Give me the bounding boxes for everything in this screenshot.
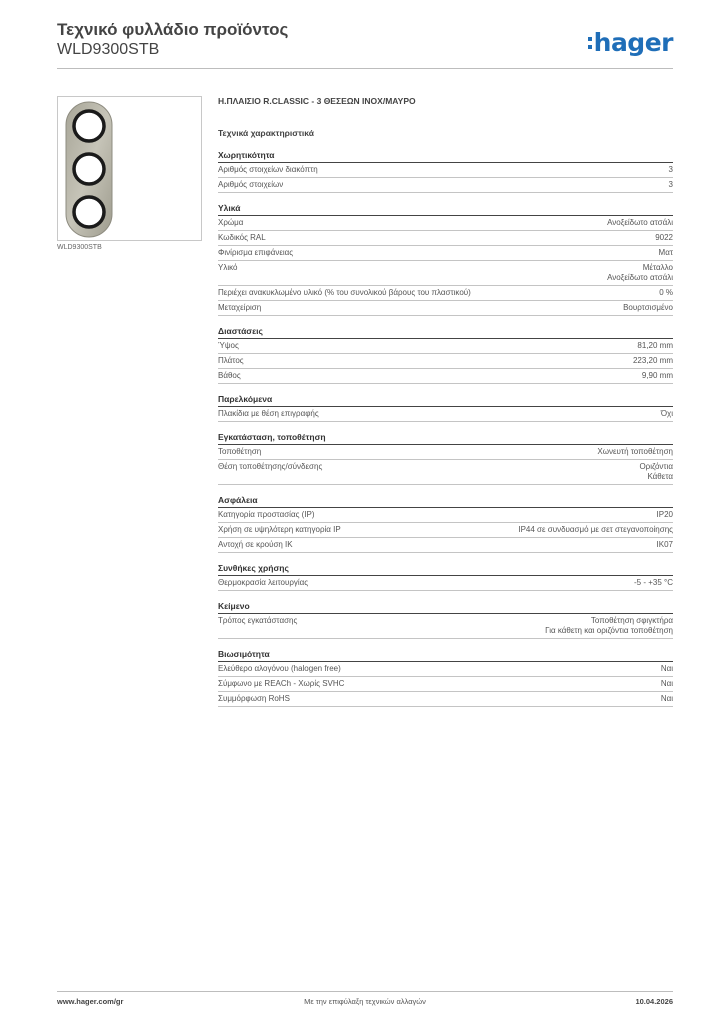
spec-label: Αριθμός στοιχείων [218,180,284,189]
spec-row [218,216,673,231]
spec-value [655,233,673,243]
spec-value [669,180,673,190]
spec-value-line: -5 - +35 °C [634,578,673,587]
spec-label: Βάθος [218,371,241,380]
section-heading: Διαστάσεις [218,326,673,339]
spec-value-line: Ματ [658,248,673,257]
spec-value-line: Ανοξείδωτο ατσάλι [607,218,673,227]
spec-section [218,432,673,485]
spec-row [218,677,673,692]
spec-label: Χρώμα [218,218,244,227]
spec-value-line: 3 [668,180,673,189]
section-heading: Συνθήκες χρήσης [218,563,673,576]
section-heading: Υλικά [218,203,673,216]
spec-label: Υλικό [218,263,238,272]
spec-label: Αριθμός στοιχείων διακόπτη [218,165,318,174]
spec-value-line: 9,90 mm [641,371,673,380]
section-heading: Εγκατάσταση, τοποθέτηση [218,432,673,445]
spec-content [218,96,673,717]
footer-website: www.hager.com/gr [57,997,124,1006]
spec-value-line: 0 % [659,288,673,297]
section-heading: Κείμενο [218,601,673,614]
product-title: Η.ΠΛΑΙΣΙΟ R.CLASSIC - 3 ΘΕΣΕΩΝ ΙΝΟΧ/ΜΑΥΡΟ [218,96,416,106]
spec-value [661,694,673,704]
spec-value [659,248,673,258]
spec-label: Τρόπος εγκατάστασης [218,616,298,625]
spec-row [218,508,673,523]
spec-row [218,407,673,422]
spec-section [218,150,673,193]
spec-value [607,263,673,283]
spec-value-line: 9022 [655,233,673,242]
spec-value-line: IK07 [656,540,673,549]
spec-value-line: Ανοξείδωτο ατσάλι [607,273,673,282]
section-heading: Βιωσιμότητα [218,649,673,662]
spec-row [218,178,673,193]
spec-row [218,354,673,369]
spec-label: Χρήση σε υψηλότερη κατηγορία IP [218,525,341,534]
spec-row [218,576,673,591]
spec-row [218,614,673,639]
spec-value-line: Όχι [660,409,673,418]
spec-value [642,371,673,381]
spec-row [218,286,673,301]
spec-value-line: IP44 σε συνδυασμό με σετ στεγανοποίησης [518,525,673,534]
spec-label: Πλακίδια με θέση επιγραφής [218,409,319,418]
spec-value-line: Χωνευτή τοποθέτηση [597,447,673,456]
product-code: WLD9300STB [57,41,160,58]
spec-subtitle: Τεχνικά χαρακτηριστικά [218,128,314,138]
section-heading: Ασφάλεια [218,495,673,508]
spec-label: Περιέχει ανακυκλωμένο υλικό (% του συνολικού βάρους του πλαστικού) [218,288,471,297]
spec-value [661,409,673,419]
spec-value [597,447,673,457]
footer-divider [57,991,673,992]
spec-row [218,163,673,178]
spec-value [633,356,673,366]
spec-label: Μεταχείριση [218,303,262,312]
spec-section [218,203,673,316]
spec-value [659,288,673,298]
spec-value-line: IP20 [656,510,673,519]
spec-label: Αντοχή σε κρούση IK [218,540,293,549]
spec-value [545,616,673,636]
footer-date: 10.04.2026 [635,997,673,1006]
spec-label: Σύμφωνο με REACh - Χωρίς SVHC [218,679,345,688]
spec-value-line: Κάθετα [647,472,673,481]
footer-notice: Με την επιφύλαξη τεχνικών αλλαγών [304,997,426,1006]
spec-value-line: Ναι [660,694,673,703]
spec-label: Κωδικός RAL [218,233,266,242]
spec-value [518,525,673,535]
spec-label: Τοποθέτηση [218,447,262,456]
spec-value-line: Ναι [660,664,673,673]
spec-label: Φινίρισμα επιφάνειας [218,248,294,257]
logo-text: hager [593,28,673,57]
spec-section [218,649,673,707]
spec-row [218,692,673,707]
spec-value [657,510,673,520]
spec-value [639,462,673,482]
spec-row [218,369,673,384]
spec-label: Ύψος [218,341,239,350]
spec-section [218,601,673,639]
spec-label: Θερμοκρασία λειτουργίας [218,578,309,587]
spec-value [634,578,673,588]
header-divider [57,68,673,69]
spec-row [218,445,673,460]
spec-label: Συμμόρφωση RoHS [218,694,290,703]
spec-row [218,301,673,316]
hager-logo [588,28,673,57]
spec-value [669,165,673,175]
spec-section [218,563,673,591]
product-image [57,96,202,241]
spec-value [623,303,673,313]
spec-row [218,538,673,553]
spec-label: Πλάτος [218,356,244,365]
spec-value [661,679,673,689]
spec-row [218,261,673,286]
spec-value-line: 3 [668,165,673,174]
spec-row [218,339,673,354]
spec-value [661,664,673,674]
spec-value-line: Για κάθετη και οριζόντια τοποθέτηση [545,626,673,635]
spec-value-line: Βουρτσισμένο [623,303,673,312]
spec-value-line: Μέταλλο [642,263,673,272]
spec-value [637,341,673,351]
spec-row [218,523,673,538]
spec-label: Ελεύθερο αλογόνου (halogen free) [218,664,341,673]
logo-dots-icon [588,37,592,49]
spec-section [218,326,673,384]
spec-value [657,540,673,550]
spec-row [218,460,673,485]
spec-row [218,231,673,246]
spec-label: Κατηγορία προστασίας (IP) [218,510,315,519]
spec-value-line: 223,20 mm [632,356,673,365]
image-caption: WLD9300STB [57,244,102,251]
spec-section [218,394,673,422]
spec-value-line: Οριζόντια [639,462,673,471]
spec-value-line: Ναι [660,679,673,688]
frame-3-gang-icon [58,97,203,242]
page-header [57,20,673,68]
spec-section [218,495,673,553]
spec-value [607,218,673,228]
section-heading: Παρελκόμενα [218,394,673,407]
spec-row [218,246,673,261]
spec-value-line: Τοποθέτηση σφιγκτήρα [590,616,673,625]
spec-value-line: 81,20 mm [637,341,673,350]
spec-sections [218,150,673,707]
spec-label: Θέση τοποθέτησης/σύνδεσης [218,462,323,471]
document-title: Τεχνικό φυλλάδιο προϊόντος [57,20,289,39]
spec-row [218,662,673,677]
section-heading: Χωρητικότητα [218,150,673,163]
